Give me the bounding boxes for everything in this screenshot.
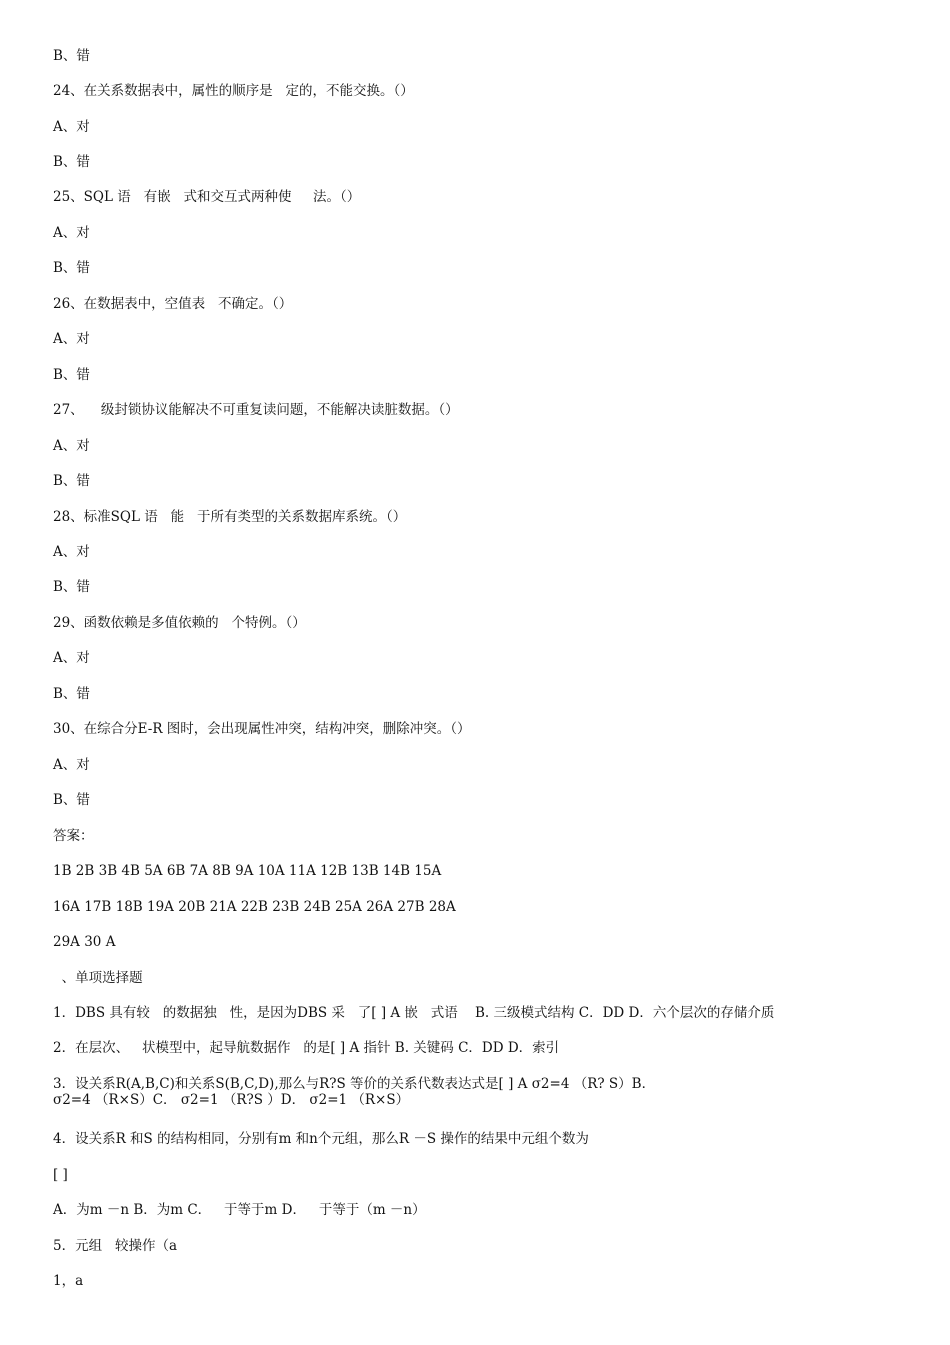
option-a: A、对 <box>53 225 90 241</box>
section-heading: 、单项选择题 <box>53 970 143 986</box>
option-a: A、对 <box>53 119 90 135</box>
answers-row: 29A 30 A <box>53 934 116 950</box>
option-b: B、错 <box>53 260 90 276</box>
question-24: 24、在关系数据表中，属性的顺序是 定的，不能交换。（） <box>53 83 414 99</box>
choice-question-4-options: A．为m －n B．为m C． 于等于m D． 于等于（m －n） <box>53 1202 426 1218</box>
option-b: B、错 <box>53 473 90 489</box>
option-a: A、对 <box>53 438 90 454</box>
choice-question-2: 2．在层次、 状模型中，起导航数据作 的是[ ] A 指针 B. 关键码 C．DD D．索引 <box>53 1040 560 1056</box>
question-28: 28、标准SQL 语 能 于所有类型的关系数据库系统。（） <box>53 509 407 525</box>
option-a: A、对 <box>53 331 90 347</box>
choice-question-5: 5．元组 较操作（a <box>53 1238 178 1254</box>
answers-row: 1B 2B 3B 4B 5A 6B 7A 8B 9A 10A 11A 12B 13B 14B 15A <box>53 863 442 879</box>
option-b: B、错 <box>53 579 90 595</box>
option-a: A、对 <box>53 650 90 666</box>
option-b: B、错 <box>53 792 90 808</box>
option-b: B、错 <box>53 367 90 383</box>
option-b: B、错 <box>53 154 90 170</box>
question-29: 29、函数依赖是多值依赖的 个特例。（） <box>53 615 306 631</box>
answers-heading: 答案： <box>53 828 94 844</box>
answers-row: 16A 17B 18B 19A 20B 21A 22B 23B 24B 25A 26A 27B 28A <box>53 899 456 915</box>
choice-question-3: 3．设关系R(A,B,C)和关系S(B,C,D),那么与R?S 等价的关系代数表达式是[ ] A σ2=4 （R? S）B． σ2=4 （R×S）C． σ2=1 （R?S ）D． σ2=1 （R×S） <box>53 1076 660 1108</box>
question-25: 25、SQL 语 有嵌 式和交互式两种使 法。（） <box>53 189 361 205</box>
option-b: B、错 <box>53 686 90 702</box>
choice-question-4: 4．设关系R 和S 的结构相同，分别有m 和n个元组，那么R －S 操作的结果中元组个数为 <box>53 1131 589 1147</box>
text-line: 1，a <box>53 1273 84 1289</box>
option-a: A、对 <box>53 544 90 560</box>
choice-question-1: 1．DBS 具有较 的数据独 性，是因为DBS 采 了[ ] A 嵌 式语 B. 三级模式结构 C．DD D．六个层次的存储介质 <box>53 1005 775 1021</box>
question-30: 30、在综合分E-R 图时，会出现属性冲突，结构冲突，删除冲突。（） <box>53 721 471 737</box>
option-a: A、对 <box>53 757 90 773</box>
text-line: B、错 <box>53 48 90 64</box>
question-27: 27、 级封锁协议能解决不可重复读问题，不能解决读脏数据。（） <box>53 402 459 418</box>
choice-question-4-bracket: [ ] <box>53 1167 68 1183</box>
question-26: 26、在数据表中，空值表 不确定。（） <box>53 296 293 312</box>
